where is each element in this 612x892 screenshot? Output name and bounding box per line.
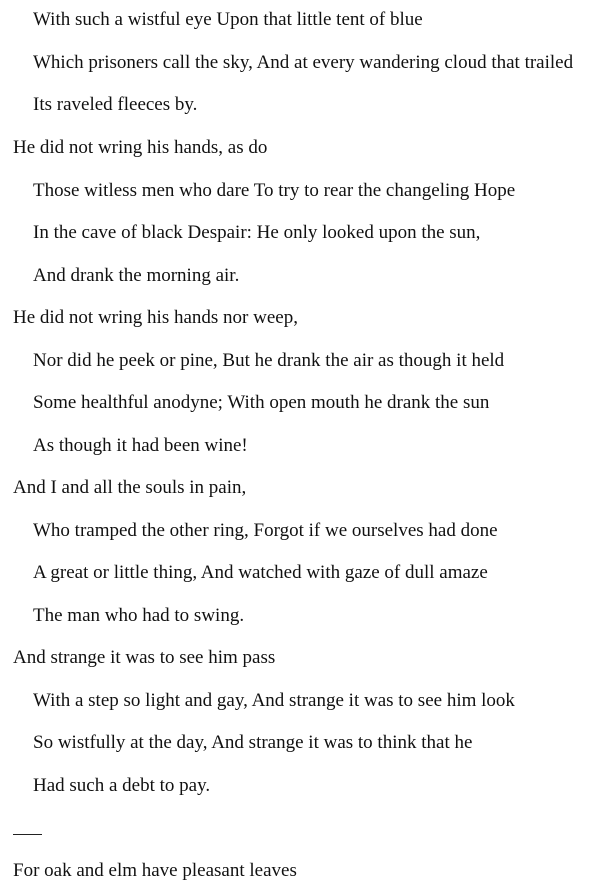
verse-line: In the cave of black Despair: He only looked upon the sun, — [33, 222, 481, 243]
verse-line: The man who had to swing. — [33, 605, 245, 626]
verse-line: Its raveled fleeces by. — [33, 94, 198, 115]
verse-line: With a step so light and gay, And strange it was to see him look — [33, 690, 515, 711]
verse-line: With such a wistful eye Upon that little tent of blue — [33, 9, 423, 30]
next-stanza-line: For oak and elm have pleasant leaves — [13, 860, 297, 881]
verse-line: So wistfully at the day, And strange it was to think that he — [33, 732, 473, 753]
verse-line: As though it had been wine! — [33, 435, 248, 456]
stanza-first-line: And strange it was to see him pass — [13, 647, 276, 668]
verse-line: Those witless men who dare To try to rear the changeling Hope — [33, 180, 516, 201]
verse-line: Some healthful anodyne; With open mouth he drank the sun — [33, 392, 490, 413]
section-divider — [13, 834, 42, 835]
stanza-first-line: And I and all the souls in pain, — [13, 477, 247, 498]
verse-line: Which prisoners call the sky, And at every wandering cloud that trailed — [33, 52, 574, 73]
stanza-first-line: He did not wring his hands nor weep, — [13, 307, 298, 328]
stanza-first-line: He did not wring his hands, as do — [13, 137, 268, 158]
verse-line: And drank the morning air. — [33, 265, 240, 286]
verse-line: Nor did he peek or pine, But he drank the air as though it held — [33, 350, 505, 371]
verse-line: Had such a debt to pay. — [33, 775, 211, 796]
verse-line: Who tramped the other ring, Forgot if we ourselves had done — [33, 520, 498, 541]
verse-line: A great or little thing, And watched with gaze of dull amaze — [33, 562, 488, 583]
